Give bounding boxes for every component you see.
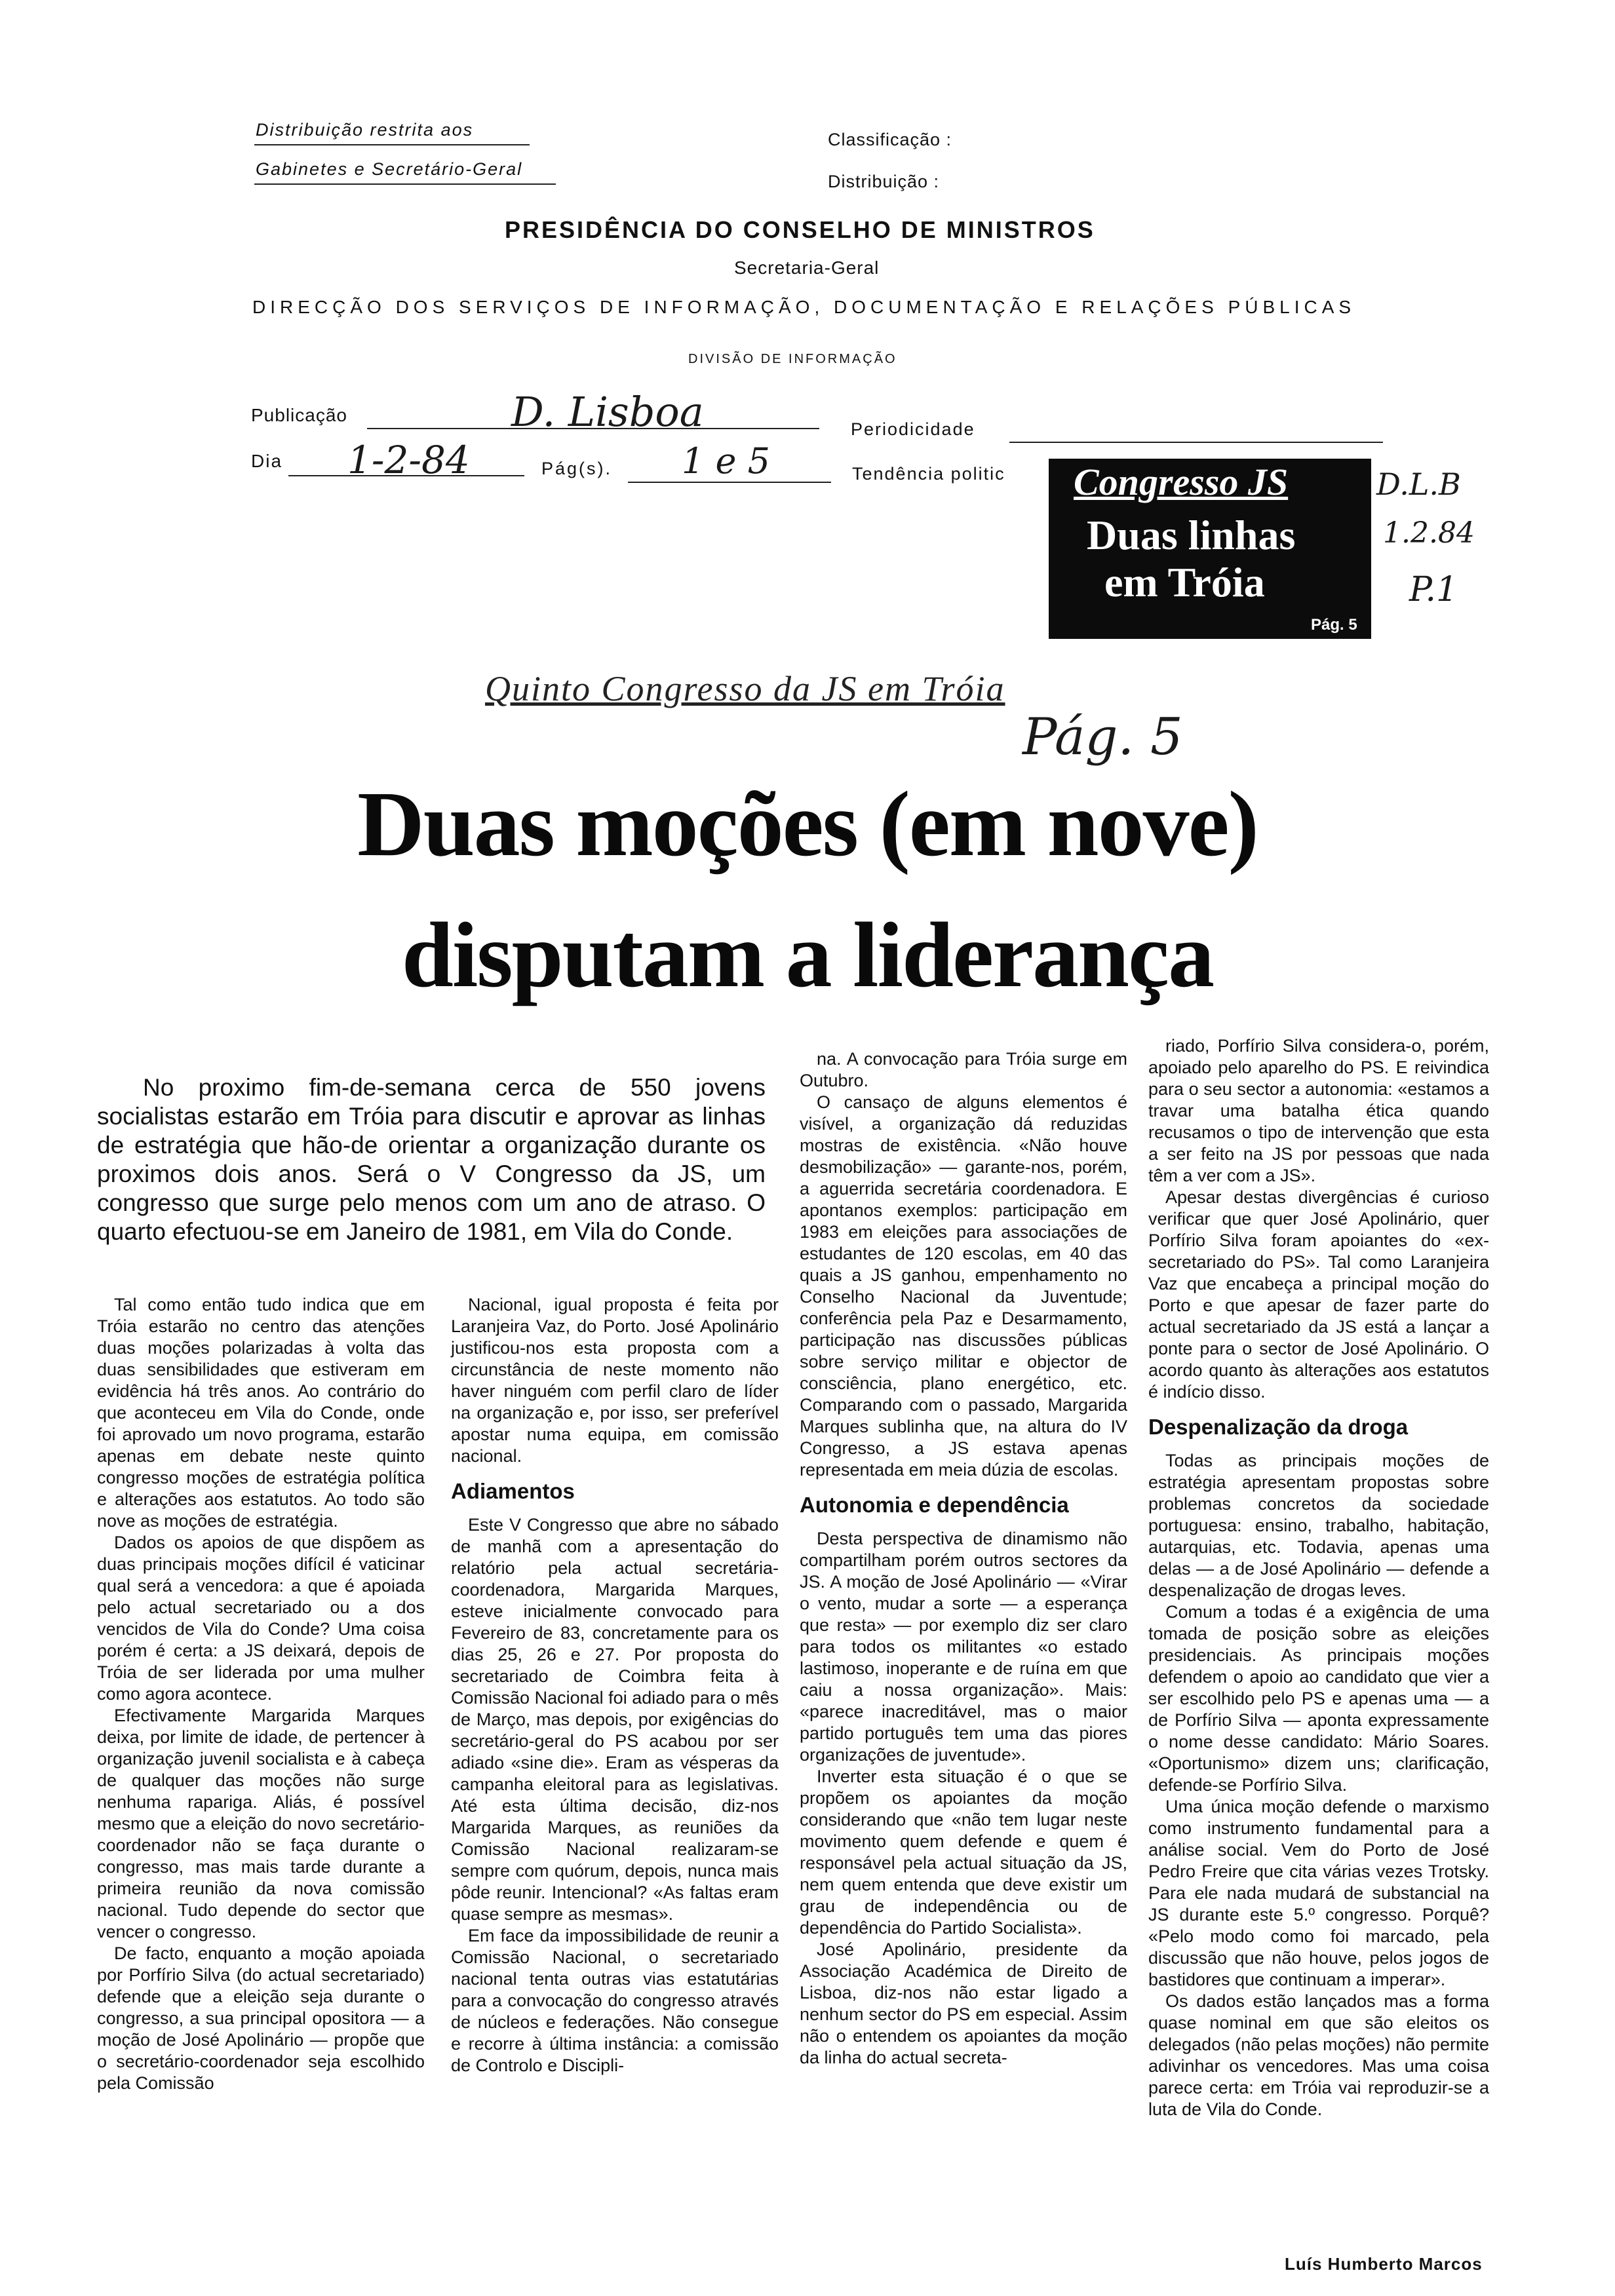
side-note-1: D.L.B	[1376, 467, 1461, 502]
distribution-note-line1: Distribuição restrita aos	[256, 120, 474, 140]
division-title: DIVISÃO DE INFORMAÇÃO	[688, 352, 897, 366]
tendency-label: Tendência politic	[852, 464, 1005, 484]
distribution-field-label: Distribuição :	[828, 172, 940, 191]
column-paragraph: Em face da impossibilidade de reunir a Comissão Nacional, o secretariado nacional tenta outras vias estatutárias para a convocação do congresso através de núcleos e federações. Não consegue e recorre à última instância: a comissão de Controlo e Discipli-	[451, 1926, 779, 2075]
secretariat-title: Secretaria-Geral	[734, 258, 880, 278]
column-paragraph: De facto, enquanto a moção apoiada por Porfírio Silva (do actual secretariado) defende que a eleição seja durante o congresso, a sua principal opositora — a moção de José Apolinário — propõe que o secretário-coordenador seja escolhido pela Comissão	[97, 1943, 425, 2093]
teaser-box	[1049, 459, 1371, 639]
byline: Luís Humberto Marcos	[1285, 2254, 1483, 2274]
day-label: Dia	[251, 451, 283, 471]
teaser-title: Congresso JS	[1074, 461, 1289, 503]
pages-line	[628, 482, 831, 483]
column-paragraph: Comum a todas é a exigência de uma tomada de posição sobre as eleições presidenciais. As principais moções defendem o apoio ao candidato que vier a ser escolhido pelo PS e apenas uma — a de Porfírio Silva — aponta expressamente o nome desse candidato: Mário Soares. «Oportunismo» dizem uns; clarificação, defende-se Porfírio Silva.	[1148, 1602, 1489, 1795]
column-paragraph: Efectivamente Margarida Marques deixa, por limite de idade, de pertencer à organização juvenil socialista e à cabeça de qualquer das moções não surge nenhuma rapariga. Aliás, é possível mesmo que a eleição do novo secretário-coordenador não se faça durante o congresso, mas mais tarde durante a primeira reunião da nova comissão nacional. Tudo depende do sector que vencer o congresso.	[97, 1706, 425, 1942]
article-column-1	[97, 1294, 425, 2094]
ministry-title: PRESIDÊNCIA DO CONSELHO DE MINISTROS	[505, 216, 1095, 243]
column-paragraph: Dados os apoios de que dispõem as duas principais moções difícil é vaticinar qual será a vencedora: a que é apoiada pelo actual secretariado ou a dos vencidos de Vila do Conde? Uma coisa porém é certa: a JS deixará, depois de Tróia de ser liderada por uma mulher como agora acontece.	[97, 1533, 425, 1704]
directorate-title: DIRECÇÃO DOS SERVIÇOS DE INFORMAÇÃO, DOCUMENTAÇÃO E RELAÇÕES PÚBLICAS	[252, 297, 1356, 317]
article-kicker: Quinto Congresso da JS em Tróia	[485, 669, 1005, 708]
classification-label: Classificação :	[828, 130, 952, 149]
subheading-despenalizacao: Despenalização da droga	[1148, 1415, 1409, 1439]
column-paragraph: riado, Porfírio Silva considera-o, porém, apoiado pelo aparelho do PS. E reivindica para o seu sector a autonomia: «estamos a travar uma batalha ética quando recusamos o tipo de intervenção que esta a ser feito na JS por pessoas que nada têm a ver com a JS».	[1148, 1036, 1489, 1185]
column-paragraph: Nacional, igual proposta é feita por Laranjeira Vaz, do Porto. José Apolinário justificou-nos esta proposta com a circunstância de neste momento não haver ninguém com perfil claro de líder na organização e, por isso, ser preferível apostar numa equipa, em comissão nacional.	[451, 1295, 779, 1466]
teaser-line1: Duas linhas	[1087, 512, 1296, 558]
headline-line1: Duas moções (em nove)	[357, 772, 1258, 875]
pages-handwritten: 1 e 5	[682, 440, 770, 482]
column-paragraph: Desta perspectiva de dinamismo não compartilham porém outros sectores da JS. A moção de José Apolinário — «Virar o vento, mudar a sorte — a esperança que resta» — por exemplo diz ser claro para todos os militantes «o estado lastimoso, inoperante e de ruína em que caiu a nossa organização». Mais: «parece inacreditável, mas o maior partido português tem uma das piores organizações de juventude».	[800, 1529, 1127, 1765]
column-paragraph: Inverter esta situação é o que se propõem os apoiantes da moção considerando que «não tem lugar neste movimento quem defende e quem é responsável pela actual situação da JS, nem quem entenda que deve existir um grau de independência ou de dependência do Partido Socialista».	[800, 1767, 1127, 1938]
column-paragraph: Uma única moção defende o marxismo como instrumento fundamental para a análise social. Vem do Porto de José Pedro Freire que cita várias vezes Trotsky. Para ele nada mudará de substancial na JS durante este 5.º congresso. Porquê? «Pelo modo como foi marcado, pela discussão que não houve, pelos jogos de bastidores que continuam a imperar».	[1148, 1797, 1489, 1989]
article-column-3	[800, 1048, 1127, 2069]
column-paragraph: Tal como então tudo indica que em Tróia estarão no centro das atenções duas moções polarizadas à volta das duas sensibilidades que estiveram em evidência há três anos. Ao contrário do que aconteceu em Vila do Conde, onde foi aprovado um novo programa, estarão apenas em debate neste quinto congresso moções de estratégia política e alterações aos estatutos. Ao todo são nove as moções de estratégia.	[97, 1295, 425, 1531]
distribution-underline-1	[254, 144, 530, 145]
periodicity-label: Periodicidade	[851, 419, 975, 439]
column-paragraph: Apesar destas divergências é curioso verificar que quer José Apolinário, quer Porfírio Silva foram apoiantes do «ex-secretariado do PS». Tal como Laranjeira Vaz que encabeça a principal moção do Porto e que apesar de fazer parte do actual secretariado da JS está a lançar a ponte para o sector de José Apolinário. O acordo quanto às alterações aos estatutos é indício disso.	[1148, 1187, 1489, 1402]
day-handwritten: 1-2-84	[347, 438, 470, 482]
side-note-2: 1.2.84	[1383, 516, 1475, 550]
column-paragraph: Todas as principais moções de estratégia apresentam propostas sobre problemas concretos da sociedade portuguesa: ensino, trabalho, habitação, autarquias, etc. Todavia, apenas uma delas — a de José Apolinário — defende a despenalização de drogas leves.	[1148, 1451, 1489, 1600]
column-paragraph: José Apolinário, presidente da Associação Académica de Direito de Lisboa, diz-nos não estar ligado a nenhum sector do PS em especial. Assim não o entendem os apoiantes da moção da linha do actual secreta-	[800, 1940, 1127, 2067]
column-paragraph: Os dados estão lançados mas a forma quase nominal em que são eleitos os delegados (não pelas moções) não permite adivinhar os vencedores. Mas uma coisa parece certa: em Tróia vai reproduzir-se a luta de Vila do Conde.	[1148, 1991, 1489, 2119]
column-paragraph: Este V Congresso que abre no sábado de manhã com a apresentação do relatório pela actual secretária-coordenadora, Margarida Marques, esteve inicialmente convocado para Fevereiro de 83, concretamente para os dias 25, 26 e 27. Por proposta do secretariado de Coimbra feita à Comissão Nacional foi adiado para o mês de Março, mas depois, por exigências do secretário-geral do PS acabou por ser adiado «sine die». Eram as vésperas da campanha eleitoral para as legislativas. Até esta última decisão, diz-nos Margarida Marques, as reuniões da Comissão Nacional realizaram-se sempre com quórum, depois, nunca mais pôde reunir. Intencional? «As faltas eram quase sempre as mesmas».	[451, 1515, 779, 1924]
teaser-page: Pág. 5	[1311, 616, 1357, 634]
column-paragraph: O cansaço de alguns elementos é visível, a organização dá reduzidas mostras de existência. «Não houve desmobilização» — garante-nos, porém, a aguerrida secretária coordenadora. E apontanos exemplos: participação em 1983 em eleições para associações de estudantes de 120 escolas, em 40 das quais a JS ganhou, empenhamento no Conselho Nacional da Juventude; conferência pela Paz e Desarmamento, participação nas discussões públicas sobre serviço militar e objector de consciência, plano energético, etc. Comparando com o passado, Margarida Marques sublinha que, na altura do IV Congresso, a JS estava apenas representada em meia dúzia de escolas.	[800, 1092, 1127, 1480]
side-note-3: P.1	[1409, 570, 1458, 609]
subheading-adiamentos: Adiamentos	[451, 1479, 575, 1503]
teaser-line2: em Tróia	[1104, 559, 1265, 605]
pages-label: Pág(s).	[541, 459, 613, 478]
distribution-note-line2: Gabinetes e Secretário-Geral	[256, 159, 523, 179]
headline-line2: disputam a liderança	[401, 903, 1214, 1006]
distribution-underline-2	[254, 183, 556, 185]
page-note-handwritten: Pág. 5	[1022, 708, 1183, 767]
subheading-autonomia: Autonomia e dependência	[800, 1493, 1069, 1517]
publication-label: Publicação	[251, 405, 347, 425]
article-column-4	[1148, 1035, 1489, 2120]
article-column-2	[451, 1294, 779, 2076]
periodicity-line	[1009, 442, 1383, 443]
column-paragraph: na. A convocação para Tróia surge em Outubro.	[800, 1049, 1127, 1090]
publication-handwritten: D. Lisboa	[511, 388, 704, 436]
lead-paragraph: No proximo fim-de-semana cerca de 550 jovens socialistas estarão em Tróia para discutir e aprovar as linhas de estratégia que hão-de orientar a organização durante os proximos dois anos. Será o V Congresso da JS, um congresso que surge pelo menos com um ano de atraso. O quarto efectuou-se em Janeiro de 1981, em Vila do Conde.	[97, 1074, 766, 1245]
